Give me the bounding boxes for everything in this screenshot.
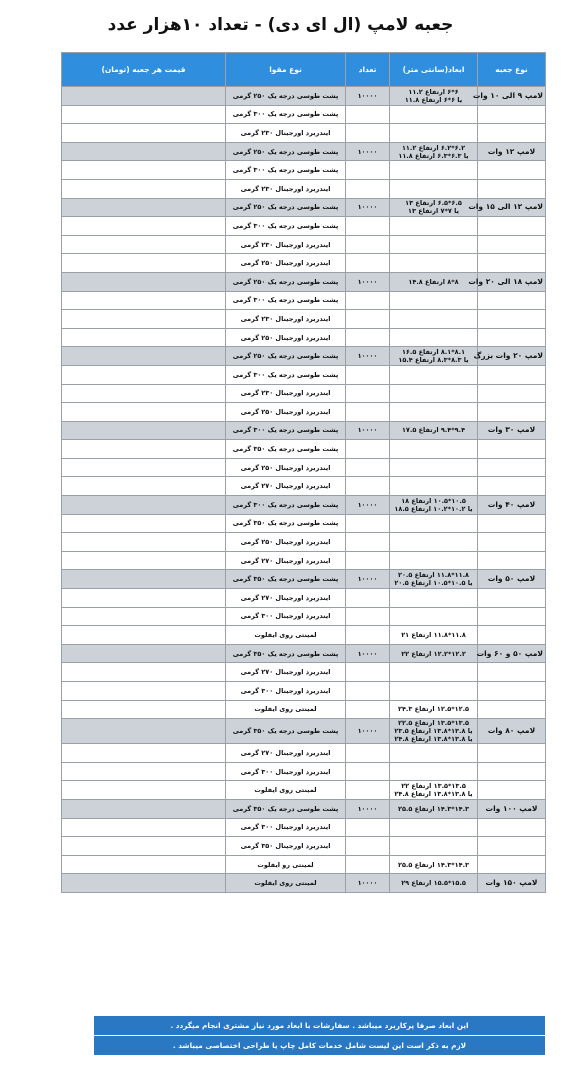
price-cell <box>62 818 226 837</box>
table-row <box>62 837 546 856</box>
table-row <box>62 589 546 608</box>
board-type-cell: پشت طوسی درجه یک ۳۵۰ گرمی <box>226 514 346 533</box>
table-row <box>62 663 546 682</box>
dimensions-cell <box>390 235 478 254</box>
box-type-cell <box>478 365 546 384</box>
dimensions-cell <box>390 142 478 161</box>
box-type-cell: لامپ ۴۰ وات <box>478 496 546 515</box>
quantity-cell <box>346 291 390 310</box>
dimensions-cell <box>390 744 478 763</box>
dimensions-cell <box>390 496 478 515</box>
dimensions-cell <box>390 533 478 552</box>
table-row <box>62 142 546 161</box>
dimension-line: یا ۱۰.۵*۱۰.۵ ارتفاع ۲۰.۵ <box>394 579 473 588</box>
dimensions-cell <box>390 105 478 124</box>
price-cell <box>62 161 226 180</box>
box-type-cell <box>478 161 546 180</box>
price-cell <box>62 663 226 682</box>
quantity-cell <box>346 217 390 236</box>
box-type-cell <box>478 663 546 682</box>
box-type-cell <box>478 179 546 198</box>
price-cell <box>62 744 226 763</box>
quantity-cell <box>346 328 390 347</box>
price-cell <box>62 514 226 533</box>
box-type-cell <box>478 781 546 800</box>
dimension-line: یا ۱۰.۲*۱۰.۲ ارتفاع ۱۸.۵ <box>394 504 473 513</box>
box-type-cell <box>478 700 546 719</box>
page-title: جعبه لامپ (ال ای دی) - تعداد ۱۰هزار عدد <box>107 15 454 35</box>
box-type-cell <box>478 458 546 477</box>
board-type-cell: ایندربرد اورجینال ۲۷۰ گرمی <box>226 589 346 608</box>
dimension-line: یا ۶.۳*۶.۳ ارتفاع ۱۱.۸ <box>398 151 469 160</box>
quantity-cell <box>346 682 390 701</box>
board-type-cell: ایندربرد اورجینال ۲۵۰ گرمی <box>226 254 346 273</box>
dimensions-cell <box>390 272 478 291</box>
board-type-cell: ایندربرد اورجینال ۲۳۰ گرمی <box>226 124 346 143</box>
dimension-line: یا ۱۳.۸*۱۳.۸ ارتفاع ۲۴.۸ <box>394 735 473 744</box>
header-board-type: نوع مقوا <box>226 53 346 87</box>
board-type-cell: ایندربرد اورجینال ۲۳۰ گرمی <box>226 179 346 198</box>
price-cell <box>62 142 226 161</box>
price-cell <box>62 837 226 856</box>
header-quantity: تعداد <box>346 53 390 87</box>
board-type-cell: ایندربرد اورجینال ۲۳۰ گرمی <box>226 384 346 403</box>
dimension-line: یا ۱۳.۸*۱۳.۸ ارتفاع ۲۴.۸ <box>394 790 473 799</box>
price-cell <box>62 496 226 515</box>
price-cell <box>62 235 226 254</box>
dimensions-cell <box>390 799 478 818</box>
box-type-cell: لامپ ۱۰۰ وات <box>478 799 546 818</box>
box-type-cell: لامپ ۲۰ وات بزرگ <box>478 347 546 366</box>
box-type-cell: لامپ ۱۵۰ وات <box>478 874 546 893</box>
price-cell <box>62 198 226 217</box>
dimension-line: یا ۷*۷ ارتفاع ۱۳ <box>408 207 459 216</box>
quantity-cell <box>346 837 390 856</box>
price-cell <box>62 626 226 645</box>
box-type-cell <box>478 254 546 273</box>
dimension-line: ۸.۱*۸.۱ ارتفاع ۱۶.۵ <box>401 348 466 357</box>
dimension-line: ۶*۶ ارتفاع ۱۱.۲ <box>408 87 459 96</box>
board-type-cell: پشت طوسی درجه یک ۳۰۰ گرمی <box>226 421 346 440</box>
table-row <box>62 310 546 329</box>
quantity-cell: ۱۰۰۰۰ <box>346 496 390 515</box>
dimensions-cell <box>390 198 478 217</box>
table-row <box>62 744 546 763</box>
header-price: قیمت هر جعبه (تومان) <box>62 53 226 87</box>
box-type-cell: لامپ ۳۰ وات <box>478 421 546 440</box>
price-cell <box>62 607 226 626</box>
dimension-line: ۸*۸ ارتفاع ۱۴.۸ <box>408 277 459 286</box>
dimension-line: ۱۲.۵*۱۲.۵ ارتفاع ۲۴.۳ <box>397 705 470 714</box>
table-row <box>62 799 546 818</box>
quantity-cell <box>346 533 390 552</box>
quantity-cell <box>346 781 390 800</box>
price-cell <box>62 682 226 701</box>
board-type-cell: پشت طوسی درجه یک ۲۵۰ گرمی <box>226 87 346 106</box>
dimension-line: ۱۴.۳*۱۴.۳ ارتفاع ۲۵.۵ <box>397 860 470 869</box>
table-row <box>62 855 546 874</box>
board-type-cell: پشت طوسی درجه یک ۳۰۰ گرمی <box>226 291 346 310</box>
board-type-cell: لمینتی روی ایفلوت <box>226 781 346 800</box>
quantity-cell <box>346 365 390 384</box>
quantity-cell: ۱۰۰۰۰ <box>346 272 390 291</box>
table-body <box>62 87 546 893</box>
dimension-line: ۱۴.۳*۱۴.۳ ارتفاع ۲۵.۵ <box>397 804 470 813</box>
price-cell <box>62 179 226 198</box>
quantity-cell: ۱۰۰۰۰ <box>346 198 390 217</box>
board-type-cell: ایندربرد اورجینال ۲۳۰ گرمی <box>226 235 346 254</box>
table-row <box>62 570 546 589</box>
price-cell <box>62 855 226 874</box>
board-type-cell: ایندربرد اورجینال ۲۷۰ گرمی <box>226 551 346 570</box>
table-row <box>62 328 546 347</box>
price-cell <box>62 719 226 744</box>
price-cell <box>62 421 226 440</box>
dimensions-cell <box>390 458 478 477</box>
board-type-cell: ایندربرد اورجینال ۲۷۰ گرمی <box>226 477 346 496</box>
quantity-cell: ۱۰۰۰۰ <box>346 799 390 818</box>
dimensions-cell <box>390 818 478 837</box>
price-cell <box>62 458 226 477</box>
quantity-cell <box>346 403 390 422</box>
dimension-line: یا ۸.۳*۸.۳ ارتفاع ۱۵.۴ <box>398 356 469 365</box>
box-type-cell <box>478 217 546 236</box>
board-type-cell: ایندربرد اورجینال ۲۷۰ گرمی <box>226 663 346 682</box>
table-row <box>62 874 546 893</box>
box-type-cell: لامپ ۵۰ وات <box>478 570 546 589</box>
quantity-cell <box>346 458 390 477</box>
table-row <box>62 198 546 217</box>
quantity-cell: ۱۰۰۰۰ <box>346 570 390 589</box>
box-type-cell: لامپ ۸۰ وات <box>478 719 546 744</box>
price-cell <box>62 105 226 124</box>
board-type-cell: ایندربرد اورجینال ۲۳۰ گرمی <box>226 310 346 329</box>
board-type-cell: پشت طوسی درجه یک ۳۵۰ گرمی <box>226 440 346 459</box>
price-cell <box>62 254 226 273</box>
price-cell <box>62 762 226 781</box>
table-row <box>62 235 546 254</box>
quantity-cell <box>346 855 390 874</box>
table-row <box>62 124 546 143</box>
board-type-cell: ایندربرد اورجینال ۲۵۰ گرمی <box>226 458 346 477</box>
price-cell <box>62 551 226 570</box>
footer-note-2: لازم به ذکر است این لیست شامل خدمات کامل چاپ یا طراحی اختصاصی میباشد . <box>94 1036 545 1055</box>
dimension-line: ۱۰.۵*۱۰.۵ ارتفاع ۱۸ <box>401 496 466 505</box>
quantity-cell: ۱۰۰۰۰ <box>346 719 390 744</box>
price-cell <box>62 533 226 552</box>
quantity-cell <box>346 105 390 124</box>
price-cell <box>62 347 226 366</box>
dimensions-cell <box>390 477 478 496</box>
dimensions-cell <box>390 254 478 273</box>
quantity-cell: ۱۰۰۰۰ <box>346 874 390 893</box>
board-type-cell: پشت طوسی درجه یک ۳۰۰ گرمی <box>226 161 346 180</box>
table-row <box>62 477 546 496</box>
dimensions-cell <box>390 347 478 366</box>
board-type-cell: ایندربرد اورجینال ۳۰۰ گرمی <box>226 818 346 837</box>
box-type-cell: لامپ ۱۸ الی ۲۰ وات <box>478 272 546 291</box>
table-row <box>62 161 546 180</box>
table-row <box>62 700 546 719</box>
table-row <box>62 626 546 645</box>
quantity-cell <box>346 310 390 329</box>
box-type-cell <box>478 626 546 645</box>
board-type-cell: پشت طوسی درجه یک ۳۵۰ گرمی <box>226 644 346 663</box>
board-type-cell: ایندربرد اورجینال ۳۰۰ گرمی <box>226 762 346 781</box>
price-cell <box>62 124 226 143</box>
dimensions-cell <box>390 87 478 106</box>
dimensions-cell <box>390 589 478 608</box>
board-type-cell: لمینتی روی ایفلوت <box>226 700 346 719</box>
box-type-cell <box>478 514 546 533</box>
quantity-cell <box>346 161 390 180</box>
price-cell <box>62 328 226 347</box>
dimensions-cell <box>390 719 478 744</box>
table-row <box>62 440 546 459</box>
dimensions-cell <box>390 855 478 874</box>
box-type-cell <box>478 607 546 626</box>
price-cell <box>62 217 226 236</box>
board-type-cell: پشت طوسی درجه یک ۳۰۰ گرمی <box>226 105 346 124</box>
box-type-cell <box>478 589 546 608</box>
board-type-cell: پشت طوسی درجه یک ۳۵۰ گرمی <box>226 570 346 589</box>
quantity-cell <box>346 124 390 143</box>
box-type-cell <box>478 477 546 496</box>
dimensions-cell <box>390 365 478 384</box>
table-row <box>62 179 546 198</box>
dimensions-cell <box>390 663 478 682</box>
price-table <box>61 52 546 893</box>
dimensions-cell <box>390 217 478 236</box>
table-row <box>62 272 546 291</box>
box-type-cell <box>478 551 546 570</box>
box-type-cell <box>478 291 546 310</box>
price-cell <box>62 384 226 403</box>
box-type-cell <box>478 762 546 781</box>
box-type-cell: لامپ ۱۲ وات <box>478 142 546 161</box>
table-row <box>62 762 546 781</box>
price-cell <box>62 570 226 589</box>
header-row <box>62 53 546 87</box>
price-cell <box>62 310 226 329</box>
dimensions-cell <box>390 179 478 198</box>
price-cell <box>62 87 226 106</box>
dimensions-cell <box>390 421 478 440</box>
quantity-cell <box>346 384 390 403</box>
quantity-cell <box>346 514 390 533</box>
box-type-cell <box>478 818 546 837</box>
table-row <box>62 403 546 422</box>
dimensions-cell <box>390 328 478 347</box>
dimensions-cell <box>390 570 478 589</box>
board-type-cell: پشت طوسی درجه یک ۲۵۰ گرمی <box>226 347 346 366</box>
quantity-cell <box>346 818 390 837</box>
table-row <box>62 87 546 106</box>
dimensions-cell <box>390 762 478 781</box>
box-type-cell <box>478 403 546 422</box>
dimension-line: ۱۲.۲*۱۲.۲ ارتفاع ۲۲ <box>401 649 466 658</box>
table-row <box>62 551 546 570</box>
dimension-line: ۶.۲*۶.۲ ارتفاع ۱۱.۲ <box>401 143 466 152</box>
quantity-cell <box>346 235 390 254</box>
box-type-cell <box>478 533 546 552</box>
quantity-cell <box>346 663 390 682</box>
dimension-line: ۱۱.۸*۱۱.۸ ارتفاع ۲۱ <box>401 631 466 640</box>
price-cell <box>62 874 226 893</box>
table-row <box>62 458 546 477</box>
dimension-line: یا ۱۳.۸*۱۳.۸ ارتفاع ۲۳.۵ <box>394 727 473 736</box>
dimensions-cell <box>390 384 478 403</box>
box-type-cell <box>478 682 546 701</box>
dimensions-cell <box>390 644 478 663</box>
box-type-cell: لامپ ۹ الی ۱۰ وات <box>478 87 546 106</box>
price-cell <box>62 477 226 496</box>
price-cell <box>62 700 226 719</box>
quantity-cell <box>346 744 390 763</box>
dimensions-cell <box>390 682 478 701</box>
dimension-line: ۶.۵*۶.۵ ارتفاع ۱۳ <box>405 199 462 208</box>
board-type-cell: لمینتی روی ایفلوت <box>226 874 346 893</box>
dimension-line: ۱۵.۵*۱۵.۵ ارتفاع ۲۹ <box>401 879 466 888</box>
header-box-type: نوع جعبه <box>478 53 546 87</box>
dimension-line: ۱۱.۸*۱۱.۸ ارتفاع ۲۰.۵ <box>397 571 470 580</box>
box-type-cell <box>478 124 546 143</box>
board-type-cell: ایندربرد اورجینال ۲۵۰ گرمی <box>226 328 346 347</box>
quantity-cell: ۱۰۰۰۰ <box>346 347 390 366</box>
box-type-cell <box>478 235 546 254</box>
dimensions-cell <box>390 607 478 626</box>
price-cell <box>62 365 226 384</box>
board-type-cell: ایندربرد اورجینال ۳۰۰ گرمی <box>226 682 346 701</box>
table-row <box>62 644 546 663</box>
box-type-cell <box>478 310 546 329</box>
board-type-cell: ایندربرد اورجینال ۲۷۰ گرمی <box>226 744 346 763</box>
price-cell <box>62 589 226 608</box>
table-row <box>62 365 546 384</box>
board-type-cell: پشت طوسی درجه یک ۳۰۰ گرمی <box>226 365 346 384</box>
dimension-line: ۱۳.۵*۱۳.۵ ارتفاع ۲۲.۵ <box>397 719 470 728</box>
table-row <box>62 682 546 701</box>
dimension-line: یا ۶*۶ ارتفاع ۱۱.۸ <box>404 95 463 104</box>
dimensions-cell <box>390 700 478 719</box>
board-type-cell: لمینتی روی ایفلوت <box>226 626 346 645</box>
box-type-cell <box>478 384 546 403</box>
quantity-cell: ۱۰۰۰۰ <box>346 142 390 161</box>
dimension-line: ۹.۴*۹.۴ ارتفاع ۱۷.۵ <box>401 426 466 435</box>
board-type-cell: پشت طوسی درجه یک ۳۰۰ گرمی <box>226 217 346 236</box>
dimensions-cell <box>390 403 478 422</box>
table-row <box>62 818 546 837</box>
quantity-cell <box>346 607 390 626</box>
table-row <box>62 533 546 552</box>
quantity-cell <box>346 254 390 273</box>
table-row <box>62 384 546 403</box>
table-row <box>62 781 546 800</box>
quantity-cell <box>346 626 390 645</box>
quantity-cell <box>346 179 390 198</box>
box-type-cell <box>478 328 546 347</box>
quantity-cell <box>346 477 390 496</box>
board-type-cell: پشت طوسی درجه یک ۳۰۰ گرمی <box>226 496 346 515</box>
board-type-cell: ایندربرد اورجینال ۳۵۰ گرمی <box>226 837 346 856</box>
table-row <box>62 496 546 515</box>
dimensions-cell <box>390 626 478 645</box>
board-type-cell: لمینتی رو ایفلوت <box>226 855 346 874</box>
quantity-cell <box>346 700 390 719</box>
price-cell <box>62 440 226 459</box>
dimensions-cell <box>390 161 478 180</box>
board-type-cell: پشت طوسی درجه یک ۲۵۰ گرمی <box>226 272 346 291</box>
table-row <box>62 291 546 310</box>
dimensions-cell <box>390 310 478 329</box>
dimensions-cell <box>390 124 478 143</box>
board-type-cell: پشت طوسی درجه یک ۲۵۰ گرمی <box>226 198 346 217</box>
dimensions-cell <box>390 291 478 310</box>
dimensions-cell <box>390 837 478 856</box>
price-cell <box>62 644 226 663</box>
table-row <box>62 254 546 273</box>
box-type-cell: لامپ ۵۰ و ۶۰ وات <box>478 644 546 663</box>
board-type-cell: پشت طوسی درجه یک ۲۵۰ گرمی <box>226 142 346 161</box>
box-type-cell <box>478 855 546 874</box>
table-row <box>62 105 546 124</box>
dimensions-cell <box>390 781 478 800</box>
header-dimensions: ابعاد(سانتی متر) <box>390 53 478 87</box>
table-row <box>62 607 546 626</box>
quantity-cell <box>346 440 390 459</box>
quantity-cell <box>346 551 390 570</box>
board-type-cell: ایندربرد اورجینال ۳۰۰ گرمی <box>226 607 346 626</box>
price-cell <box>62 781 226 800</box>
table-row <box>62 421 546 440</box>
dimensions-cell <box>390 551 478 570</box>
price-cell <box>62 403 226 422</box>
dimensions-cell <box>390 440 478 459</box>
dimensions-cell <box>390 874 478 893</box>
table-row <box>62 217 546 236</box>
board-type-cell: ایندربرد اورجینال ۲۵۰ گرمی <box>226 403 346 422</box>
dimensions-cell <box>390 514 478 533</box>
table-row <box>62 514 546 533</box>
quantity-cell: ۱۰۰۰۰ <box>346 87 390 106</box>
quantity-cell: ۱۰۰۰۰ <box>346 421 390 440</box>
table-row <box>62 719 546 744</box>
box-type-cell <box>478 837 546 856</box>
board-type-cell: پشت طوسی درجه یک ۳۵۰ گرمی <box>226 799 346 818</box>
box-type-cell <box>478 440 546 459</box>
price-cell <box>62 272 226 291</box>
price-cell <box>62 291 226 310</box>
price-cell <box>62 799 226 818</box>
box-type-cell <box>478 744 546 763</box>
dimension-line: ۱۳.۵*۱۳.۵ ارتفاع ۲۲ <box>401 782 466 791</box>
quantity-cell <box>346 762 390 781</box>
table-row <box>62 347 546 366</box>
box-type-cell <box>478 105 546 124</box>
quantity-cell: ۱۰۰۰۰ <box>346 644 390 663</box>
footer-note-1: این ابعاد صرفا پرکاربرد میباشد . سفارشات با ابعاد مورد نیاز مشتری انجام میگردد . <box>94 1016 545 1035</box>
board-type-cell: پشت طوسی درجه یک ۳۵۰ گرمی <box>226 719 346 744</box>
board-type-cell: ایندربرد اورجینال ۲۵۰ گرمی <box>226 533 346 552</box>
quantity-cell <box>346 589 390 608</box>
box-type-cell: لامپ ۱۲ الی ۱۵ وات <box>478 198 546 217</box>
